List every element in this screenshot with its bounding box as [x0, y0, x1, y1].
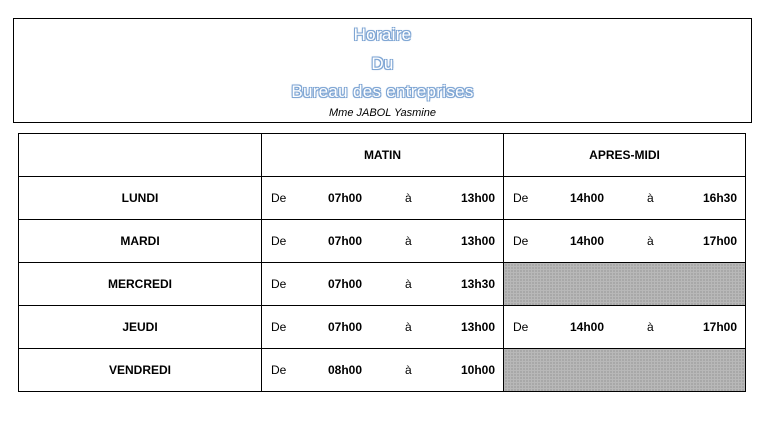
morning-slot [262, 306, 504, 349]
schedule-table [18, 133, 746, 392]
de-label: De [271, 191, 287, 205]
start-time: 14h00 [570, 191, 605, 205]
empty-corner-cell [19, 134, 262, 177]
a-label: à [405, 320, 412, 334]
day-cell: MARDI [19, 220, 262, 263]
end-time: 13h30 [460, 277, 495, 291]
end-time: 13h00 [460, 234, 495, 248]
end-time: 10h00 [460, 363, 495, 377]
end-time: 16h30 [702, 191, 737, 205]
day-cell: JEUDI [19, 306, 262, 349]
end-time: 13h00 [460, 191, 495, 205]
title-horaire: Horaire [353, 25, 412, 44]
end-time: 17h00 [702, 234, 737, 248]
start-time: 07h00 [328, 234, 363, 248]
closed-afternoon-cell [504, 263, 746, 306]
day-cell: LUNDI [19, 177, 262, 220]
day-cell: MERCREDI [19, 263, 262, 306]
de-label: De [271, 363, 287, 377]
de-label: De [271, 320, 287, 334]
start-time: 14h00 [570, 320, 605, 334]
morning-slot [262, 349, 504, 392]
start-time: 07h00 [328, 191, 363, 205]
table-row [19, 306, 746, 349]
table-row [19, 263, 746, 306]
de-label: De [513, 320, 529, 334]
a-label: à [647, 191, 654, 205]
morning-slot [262, 263, 504, 306]
end-time: 17h00 [702, 320, 737, 334]
title-du: Du [371, 54, 394, 73]
start-time: 07h00 [328, 320, 363, 334]
afternoon-slot [504, 220, 746, 263]
start-time: 08h00 [328, 363, 363, 377]
table-row [19, 220, 746, 263]
closed-afternoon-cell [504, 349, 746, 392]
header-matin: MATIN [262, 134, 504, 177]
end-time: 13h00 [460, 320, 495, 334]
a-label: à [405, 277, 412, 291]
a-label: à [647, 234, 654, 248]
a-label: à [647, 320, 654, 334]
a-label: à [405, 363, 412, 377]
de-label: De [513, 191, 529, 205]
start-time: 14h00 [570, 234, 605, 248]
afternoon-slot [504, 177, 746, 220]
table-header-row [19, 134, 746, 177]
de-label: De [271, 234, 287, 248]
header-apres-midi: APRES-MIDI [504, 134, 746, 177]
title-bureau: Bureau des entreprises [291, 82, 474, 101]
de-label: De [271, 277, 287, 291]
day-cell: VENDREDI [19, 349, 262, 392]
a-label: à [405, 234, 412, 248]
a-label: à [405, 191, 412, 205]
header-box [13, 18, 752, 123]
start-time: 07h00 [328, 277, 363, 291]
table-row [19, 349, 746, 392]
subtitle-name: Mme JABOL Yasmine [329, 107, 436, 119]
morning-slot [262, 177, 504, 220]
afternoon-slot [504, 306, 746, 349]
de-label: De [513, 234, 529, 248]
table-row [19, 177, 746, 220]
morning-slot [262, 220, 504, 263]
